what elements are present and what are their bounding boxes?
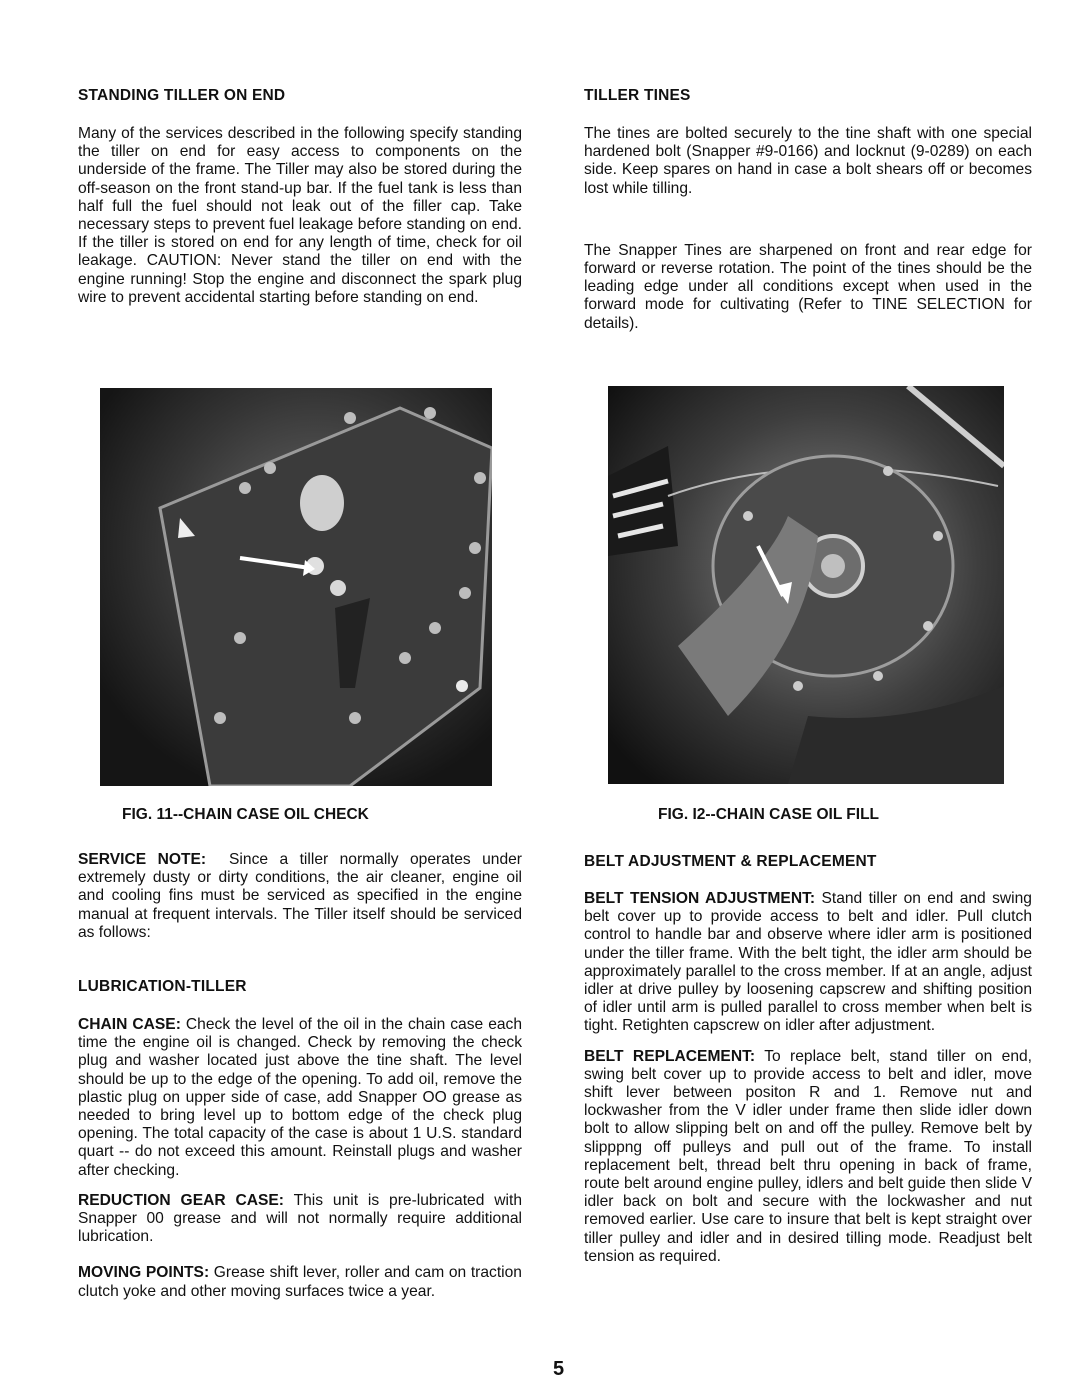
service-note-text: Since a tiller normally operates under extremely dusty or dirty conditions, the air cleaner, engine oil and cooling fins must be serviced as specified in the engine manual at frequent intervals. The Tiller itself should be serviced as follows: <box>78 851 522 941</box>
moving-points-lead: MOVING POINTS: <box>78 1264 210 1282</box>
chain-case-paragraph <box>78 1016 522 1180</box>
service-note-lead: SERVICE NOTE: <box>78 851 207 868</box>
fig11-photo <box>100 388 492 786</box>
tiller-tines-text-2: The Snapper Tines are sharpened on front and rear edge for forward or reverse rotation. The point of the tines should be the leading edge under all conditions except when used in the forward mode for cultivating (Refer to TINE SELECTION for details). <box>584 241 1032 332</box>
fig11-caption: FIG. 11--CHAIN CASE OIL CHECK <box>122 806 369 823</box>
standing-tiller-text: Many of the services described in the following specify standing the tiller on end for easy access to components on the underside of the frame. The Tiller may also be stored during the off-season on the front stand-up bar. If the fuel tank is less than half full the fuel should not leak out of the filler cap. Take necessary steps to prevent fuel leakage before standing on end. If the tiller is stored on end for any length of time, check for oil leakage. CAUTION: Never stand the tiller on end with the engine running! Stop the engine and disconnect the spark plug wire to prevent accidental starting before standing on end. <box>78 125 522 306</box>
chain-case-lead: CHAIN CASE: <box>78 1016 181 1034</box>
right-column <box>584 86 1032 333</box>
belt-replacement-lead: BELT REPLACEMENT: <box>584 1047 756 1065</box>
right-column-lower <box>584 852 1032 1266</box>
lubrication-heading: LUBRICATION-TILLER <box>78 978 247 996</box>
tiller-tines-text-1: The tines are bolted securely to the tine shaft with one special hardened bolt (Snapper #9-0166) and locknut (9-0289) on each side. Keep spares on hand in case a bolt shears off or becomes lost while tilling. <box>584 125 1032 197</box>
reduction-gear-text: This unit is pre-lubricated with Snapper 00 grease and will not normally require additional lubrication. <box>78 1191 522 1246</box>
belt-replacement-paragraph <box>584 1048 1032 1266</box>
belt-tension-text: Stand tiller on end and swing belt cover up to provide access to belt and idler. Pull clutch control to handle bar and observe where idler arm is positioned under the tiller frame. With the belt tight, the idler arm should be approximately parallel to the cross member. If at an angle, adjust idler at drive pulley by loosening capscrew and shifting position of idler until arm is pulled parallel to cross member when belt is tight. Retighten capscrew on idler after adjustment. <box>584 890 1032 1035</box>
tiller-tines-heading: TILLER TINES <box>584 87 691 104</box>
fig12-caption: FIG. I2--CHAIN CASE OIL FILL <box>658 806 880 823</box>
reduction-gear-lead: REDUCTION GEAR CASE: <box>78 1191 284 1209</box>
standing-tiller-heading: STANDING TILLER ON END <box>78 87 286 104</box>
belt-replacement-text: To replace belt, stand tiller on end, swing belt cover up to provide access to belt and idler, move shift lever between positon R and 1. Remove nut and lockwasher from the V idler under frame then slide idler down bolt to allow slipping belt on and off the pulley. Remove belt by slipppng off pulleys and pull out of the frame. To install replacement belt, thread belt thru opening in back of frame, route belt around engine pulley, idlers and belt guide then slide V idler back on bolt and secure with the lockwasher and nut removed earlier. Use care to insure that belt is kept straight over tiller pulley and idler and in desired tilling mode. Readjust belt tension as required. <box>584 1047 1032 1265</box>
belt-heading: BELT ADJUSTMENT & REPLACEMENT <box>584 853 877 870</box>
left-column <box>78 86 522 307</box>
reduction-gear-paragraph <box>78 1192 522 1247</box>
service-note-paragraph <box>78 851 522 942</box>
moving-points-text: Grease shift lever, roller and cam on traction clutch yoke and other moving surfaces twice a year. <box>78 1264 522 1300</box>
moving-points-paragraph <box>78 1264 522 1300</box>
page-number: 5 <box>553 1358 565 1380</box>
belt-tension-paragraph <box>584 890 1032 1036</box>
chain-case-text: Check the level of the oil in the chain case each time the engine oil is changed. Check by removing the check plug and washer located just above the tine shaft. The level should be up to the edge of the opening. To add oil, remove the plastic plug on upper side of case, add Snapper OO grease as needed to bring level up to bottom edge of the check plug opening. The total capacity of the case is about 1 U.S. standard quart -- do not exceed this amount. Reinstall plugs and washer after checking. <box>78 1016 523 1179</box>
belt-tension-lead: BELT TENSION ADJUSTMENT: <box>584 890 816 907</box>
left-column-lower <box>78 851 522 1301</box>
fig12-photo <box>608 386 1004 784</box>
